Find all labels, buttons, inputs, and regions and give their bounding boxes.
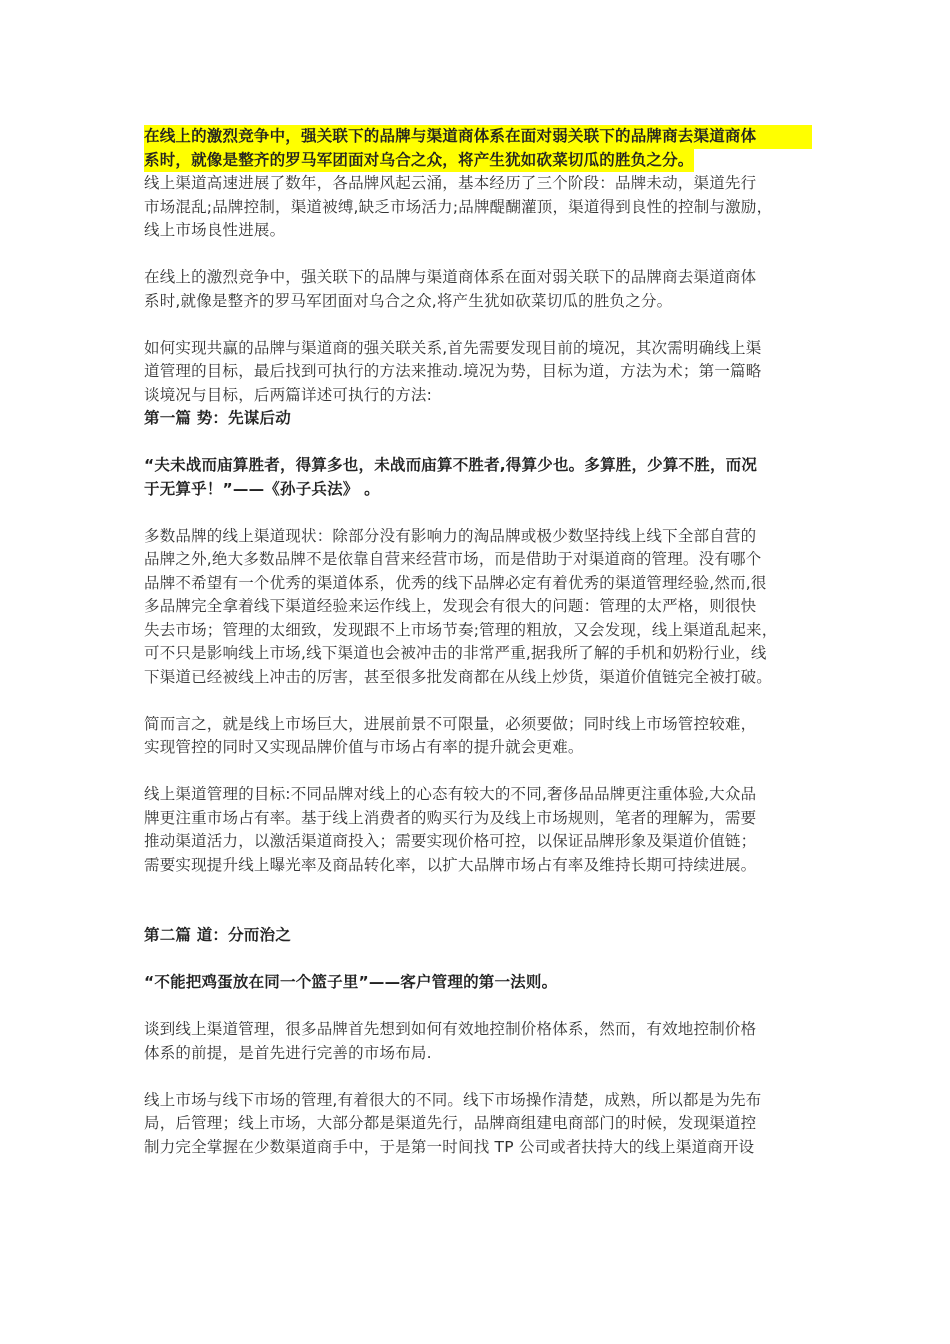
document-page [144, 125, 812, 1159]
text-line: 实现管控的同时又实现品牌价值与市场占有率的提升就会更难。 [144, 738, 584, 756]
section-heading-1: 第一篇 势：先谋后动 [144, 409, 291, 427]
paragraph-intro [144, 337, 812, 408]
text-line: 在线上的激烈竞争中，强关联下的品牌与渠道商体系在面对弱关联下的品牌商去渠道商体 [144, 268, 757, 286]
section-heading-2: 第二篇 道：分而治之 [144, 926, 291, 944]
text-line: 谈到线上渠道管理，很多品牌首先想到如何有效地控制价格体系，然而，有效地控制价格 [144, 1020, 757, 1038]
text-line: 在线上的激烈竞争中，强关联下的品牌与渠道商体系在面对弱关联下的品牌商去渠道商体 [144, 125, 812, 149]
text-line: 线上渠道高速进展了数年，各品牌风起云涌，基本经历了三个阶段：品牌未动，渠道先行 [144, 174, 757, 192]
text-line: 品牌不希望有一个优秀的渠道体系，优秀的线下品牌必定有着优秀的渠道管理经验,然而,很 [144, 573, 767, 592]
text-line: 需要实现提升线上曝光率及商品转化率，以扩大品牌市场占有率及维持长期可持续进展。 [144, 855, 757, 874]
text-line: 制力完全掌握在少数渠道商手中，于是第一时间找 TP 公司或者扶持大的线上渠道商开设 [144, 1137, 755, 1156]
text-line: 失去市场；管理的太细致，发现跟不上市场节奏;管理的粗放，又会发现，线上渠道乱起来， [144, 620, 778, 639]
paragraph-current-status [144, 525, 812, 690]
paragraph-three-stages [144, 172, 812, 243]
text-line: 于无算乎！”——《孙子兵法》 。 [144, 479, 380, 498]
paragraph-goals [144, 783, 812, 877]
text-line: 市场混乱;品牌控制，渠道被缚,缺乏市场活力;品牌醍醐灌顶，渠道得到良性的控制与激励， [144, 197, 773, 216]
text-line: 体系的前提，是首先进行完善的市场布局. [144, 1043, 432, 1062]
text-line: 可不只是影响线上市场,线下渠道也会被冲击的非常严重,据我所了解的手机和奶粉行业，线 [144, 644, 767, 662]
text-line: 推动渠道活力，以激活渠道商投入；需要实现价格可控，以保证品牌形象及渠道价值链； [144, 832, 757, 850]
text-line: 多品牌完全拿着线下渠道经验来运作线上，发现会有很大的问题：管理的太严格，则很快 [144, 597, 757, 615]
text-line: 简而言之，就是线上市场巨大，进展前景不可限量，必须要做；同时线上市场管控较难， [144, 714, 757, 733]
paragraph-online-vs-offline [144, 1089, 812, 1160]
text-line: 系时，就像是整齐的罗马军团面对乌合之众，将产生犹如砍菜切瓜的胜负之分。 [144, 149, 694, 173]
paragraph-competition [144, 266, 812, 313]
text-line: “夫未战而庙算胜者，得算多也，未战而庙算不胜者,得算少也。多算胜，少算不胜，而况 [144, 456, 758, 474]
text-line: 谈境况与目标，后两篇详述可执行的方法: [144, 385, 433, 404]
highlighted-summary [144, 125, 812, 172]
quote-eggs: “不能把鸡蛋放在同一个篮子里”——客户管理的第一法则。 [144, 973, 558, 991]
text-line: 线上市场良性进展。 [144, 221, 286, 239]
text-line: 下渠道已经被线上冲击的厉害，甚至很多批发商都在从线上炒货，渠道价值链完全被打破。 [144, 667, 773, 686]
text-line: 线上市场与线下市场的管理,有着很大的不同。线下市场操作清楚，成熟，所以都是为先布 [144, 1090, 762, 1109]
text-line: 多数品牌的线上渠道现状：除部分没有影响力的淘品牌或极少数坚持线上线下全部自营的 [144, 526, 757, 545]
paragraph-summary [144, 713, 812, 760]
text-line: 道管理的目标，最后找到可执行的方法来推动.境况为势，目标为道，方法为术；第一篇略 [144, 362, 762, 380]
text-line: 系时,就像是整齐的罗马军团面对乌合之众,将产生犹如砍菜切瓜的胜负之分。 [144, 291, 673, 310]
quote-sunzi [144, 454, 812, 501]
text-line: 线上渠道管理的目标:不同品牌对线上的心态有较大的不同,奢侈品品牌更注重体验,大众品 [144, 785, 757, 803]
text-line: 如何实现共赢的品牌与渠道商的强关联关系,首先需要发现目前的境况，其次需明确线上渠 [144, 338, 762, 357]
paragraph-price-control [144, 1018, 812, 1065]
text-line: 品牌之外,绝大多数品牌不是依靠自营来经营市场，而是借助于对渠道商的管理。没有哪个 [144, 550, 762, 568]
text-line: 局，后管理；线上市场，大部分都是渠道先行，品牌商组建电商部门的时候，发现渠道控 [144, 1114, 757, 1132]
text-line: 牌更注重市场占有率。基于线上消费者的购买行为及线上市场规则，笔者的理解为，需要 [144, 808, 757, 827]
